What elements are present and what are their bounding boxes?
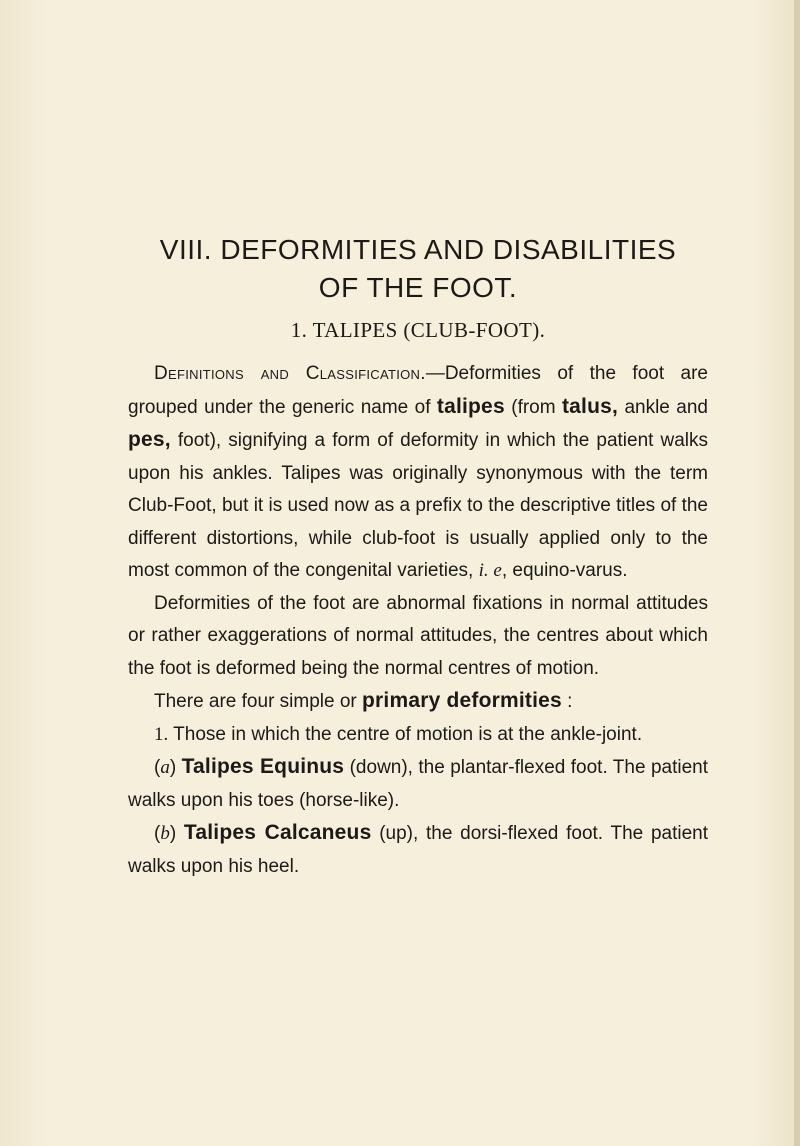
- paragraph-ankle-joint: [128, 719, 708, 752]
- page-edge: [794, 0, 800, 1146]
- paragraph-primary-deformities: [128, 685, 708, 719]
- paragraph-definitions: [128, 358, 708, 588]
- list-number: 1.: [154, 723, 169, 745]
- chapter-title-line-2: OF THE FOOT.: [318, 272, 518, 303]
- term-talipes: talipes: [436, 394, 505, 418]
- text-run: , equino-varus.: [501, 560, 628, 581]
- text-run: (from: [504, 396, 562, 418]
- term-talipes-equinus: Talipes Equinus: [181, 755, 345, 778]
- text-run: Those in which the centre of motion is at the ankle-joint.: [168, 723, 643, 745]
- text-run: (up), the dorsi-flexed foot. The patient walks upon his heel.: [128, 823, 709, 877]
- term-talipes-calcaneus: Talipes Calcaneus: [183, 821, 372, 844]
- text-run: foot), signifying a form of deformity in which the patient walks upon his ankles. Talipes was originally synonymous with the term Club-Foot, but it is used now as a prefix to the descriptive titles of the different distortions, while club-foot is usually applied only to the most common of the congenital varieties,: [128, 430, 708, 581]
- section-number: 1.: [290, 318, 308, 342]
- text-run: (down), the plantar-flexed foot. The patient walks upon his toes (horse-like).: [128, 757, 708, 811]
- run-in-heading: Definitions and Classification.: [154, 363, 426, 384]
- text-run: ankle and: [618, 396, 708, 418]
- paren: ): [169, 823, 177, 844]
- term-primary-deformities: primary deformities: [362, 689, 562, 712]
- text-run: :: [561, 691, 573, 712]
- paragraph-equinus: [128, 751, 708, 817]
- term-pes: pes,: [128, 428, 171, 451]
- paren: (: [154, 757, 161, 778]
- paren: (: [154, 823, 161, 844]
- paragraph-calcaneus: [128, 817, 708, 883]
- chapter-title-line-1: VIII. DEFORMITIES AND DISABILITIES: [159, 234, 677, 265]
- body-text: [128, 358, 708, 883]
- text-run: There are four simple or: [154, 691, 363, 712]
- item-letter: a: [160, 757, 170, 778]
- section-title: TALIPES (CLUB-FOOT).: [312, 318, 546, 342]
- term-talus: talus,: [561, 394, 619, 418]
- section-heading: [128, 318, 708, 343]
- item-letter: b: [160, 823, 170, 844]
- paragraph-abnormal-fixations: Deformities of the foot are abnormal fixations in normal attitudes or rather exaggerations of normal attitudes, the centres about which the foot is deformed being the normal centres of motion.: [128, 592, 708, 679]
- abbrev-ie: i. e: [478, 560, 502, 581]
- paren: ): [169, 757, 177, 778]
- text-run: —Deformities of the foot are grouped under the generic name of: [128, 363, 709, 418]
